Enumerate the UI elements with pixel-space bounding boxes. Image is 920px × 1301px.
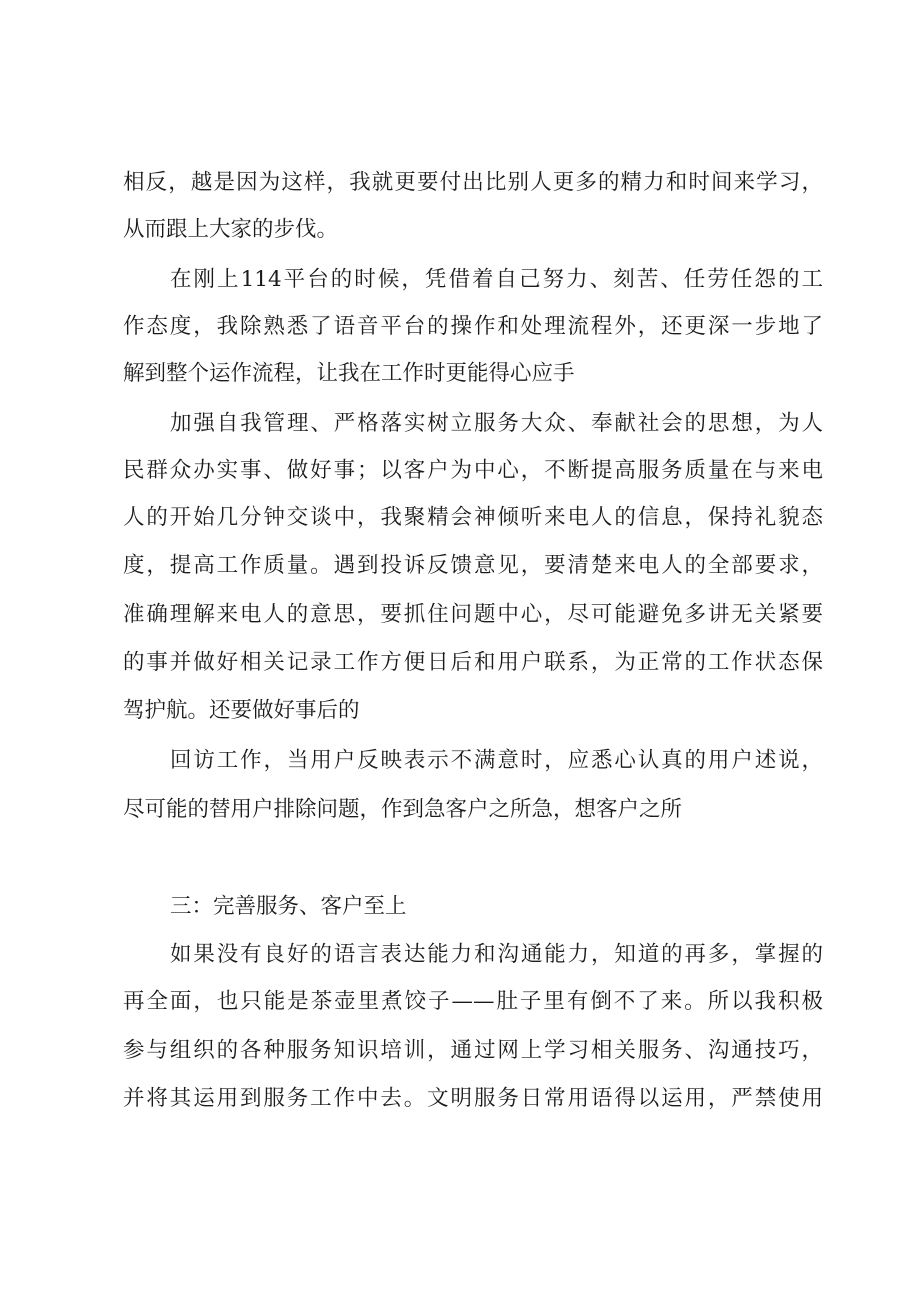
text-line: 民群众办实事、做好事；以客户为中心，不断提高服务质量在与来电 [123, 458, 823, 483]
text-line: 作态度，我除熟悉了语音平台的操作和处理流程外，还更深一步地了 [123, 314, 823, 339]
text-line: 人的开始几分钟交谈中，我聚精会神倾听来电人的信息，保持礼貌态 [123, 505, 823, 530]
text-line: 解到整个运作流程，让我在工作时更能得心应手 [123, 361, 575, 386]
text-line: 准确理解来电人的意思，要抓住问题中心，尽可能避免多讲无关紧要 [123, 602, 823, 627]
text-line: 度，提高工作质量。遇到投诉反馈意见，要清楚来电人的全部要求， [123, 553, 823, 578]
paragraph-start-line: 在刚上114平台的时候，凭借着自己努力、刻苦、任劳任怨的工 [170, 267, 823, 292]
text-line: 相反，越是因为这样，我就更要付出比别人更多的精力和时间来学习， [123, 170, 823, 195]
text-line: 再全面，也只能是茶壶里煮饺子——肚子里有倒不了来。所以我积极 [123, 989, 823, 1014]
text-line: 参与组织的各种服务知识培训，通过网上学习相关服务、沟通技巧， [123, 1038, 823, 1063]
text-line: 的事并做好相关记录工作方便日后和用户联系，为正常的工作状态保 [123, 650, 823, 675]
text-line: 从而跟上大家的步伐。 [123, 217, 339, 242]
paragraph-start-line: 加强自我管理、严格落实树立服务大众、奉献社会的思想，为人 [170, 411, 823, 436]
text-line: 驾护航。还要做好事后的 [123, 698, 360, 723]
section-heading: 三：完善服务、客户至上 [170, 894, 407, 919]
paragraph-start-line: 如果没有良好的语言表达能力和沟通能力，知道的再多，掌握的 [170, 942, 823, 967]
text-line: 尽可能的替用户排除问题，作到急客户之所急，想客户之所 [123, 797, 683, 822]
paragraph-start-line: 回访工作，当用户反映表示不满意时，应悉心认真的用户述说， [170, 748, 823, 773]
text-line: 并将其运用到服务工作中去。文明服务日常用语得以运用，严禁使用 [123, 1086, 823, 1111]
